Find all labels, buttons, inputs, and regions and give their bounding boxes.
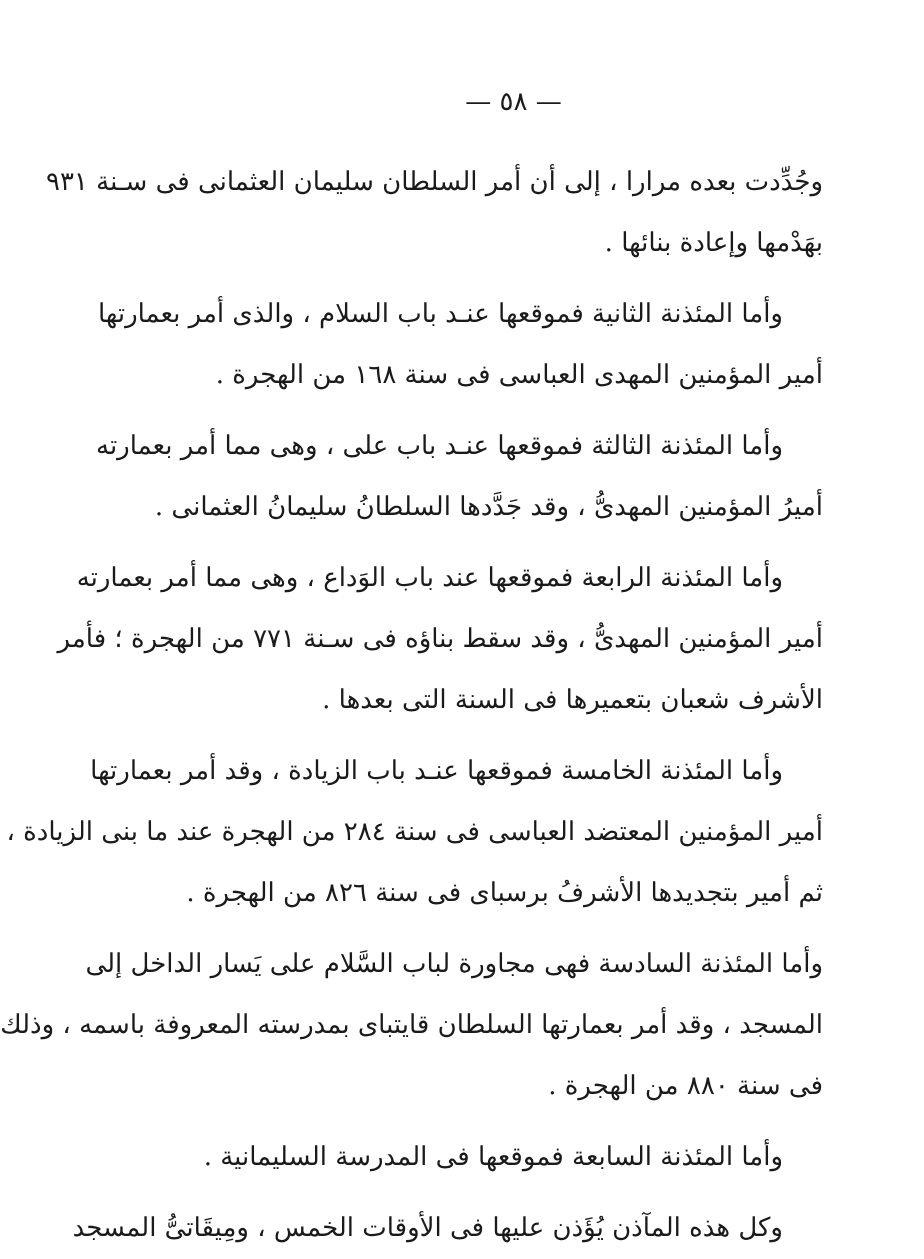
- text-line: وأما المئذنة الثانية فموقعها عنـد باب السلام ، والذى أمر بعمارتها: [97, 299, 783, 329]
- paragraph: [0, 934, 823, 1117]
- paragraph: [6, 741, 823, 924]
- text-line: وأما المئذنة الرابعة فموقعها عند باب الوَداع ، وهى مما أمر بعمارته: [76, 563, 783, 593]
- text-line: وأما المئذنة السادسة فهى مجاورة لباب السَّلام على يَسار الداخل إلى: [85, 949, 823, 979]
- body-text: [0, 152, 823, 1259]
- text-line: بهَدْمها وإعادة بنائها .: [604, 228, 823, 258]
- paragraph: [57, 548, 823, 731]
- text-line: أميرُ المؤمنين المهدىُّ ، وقد جَدَّدها السلطانُ سليمانُ العثمانى .: [154, 492, 823, 522]
- text-line: فى سنة ٨٨٠ من الهجرة .: [548, 1071, 823, 1101]
- paragraph: [96, 416, 823, 538]
- text-line: أمير المؤمنين المهدى العباسى فى سنة ١٦٨ من الهجرة .: [215, 360, 823, 390]
- text-line: وأما المئذنة الثالثة فموقعها عنـد باب على ، وهى مما أمر بعمارته: [96, 431, 783, 461]
- text-line: الأشرف شعبان بتعميرها فى السنة التى بعدها .: [322, 685, 823, 715]
- text-line: وجُدِّدت بعده مرارا ، إلى أن أمر السلطان سليمان العثمانى فى سـنة ٩٣١: [45, 167, 823, 197]
- paragraph: [45, 152, 823, 274]
- text-line: أمير المؤمنين المعتضد العباسى فى سنة ٢٨٤ من الهجرة عند ما بنى الزيادة ،: [6, 817, 823, 847]
- text-line: وأما المئذنة السابعة فموقعها فى المدرسة السليمانية .: [203, 1142, 783, 1172]
- text-line: أمير المؤمنين المهدىُّ ، وقد سقط بناؤه فى سـنة ٧٧١ من الهجرة ؛ فأمر: [57, 624, 823, 654]
- text-line: المسجد ، وقد أمر بعمارتها السلطان قايتباى بمدرسته المعروفة باسمه ، وذلك: [0, 1010, 823, 1040]
- paragraph: [203, 1127, 823, 1188]
- text-line: ثم أمير بتجديدها الأشرفُ برسباى فى سنة ٨٢٦ من الهجرة .: [186, 878, 823, 908]
- page-number: — ٥٨ —: [465, 87, 562, 117]
- paragraph: [97, 284, 823, 406]
- text-line: وأما المئذنة الخامسة فموقعها عنـد باب الزيادة ، وقد أمر بعمارتها: [90, 756, 783, 786]
- paragraph: [72, 1198, 823, 1259]
- text-line: وكل هذه المآذن يُؤَذن عليها فى الأوقات الخمس ، ومِيقَاتىُّ المسجد: [72, 1213, 783, 1243]
